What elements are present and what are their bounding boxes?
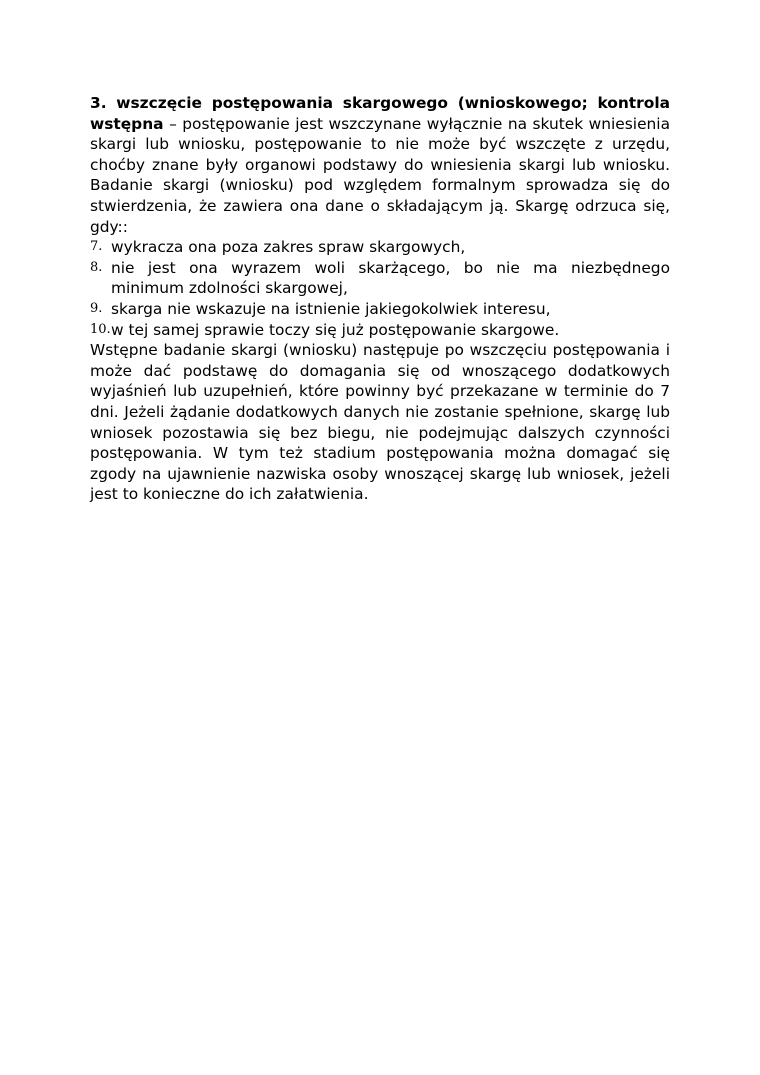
list-item-number: 8. (90, 259, 103, 275)
rejection-reasons-list (90, 237, 670, 340)
list-item-text: skarga nie wskazuje na istnienie jakiegokolwiek interesu, (111, 299, 551, 318)
list-item-number: 9. (90, 300, 103, 316)
list-item-text: w tej samej sprawie toczy się już postępowanie skargowe. (111, 320, 560, 339)
list-item-text: wykracza ona poza zakres spraw skargowych, (111, 238, 466, 257)
list-item (90, 320, 670, 341)
list-item (90, 237, 670, 258)
list-item-number: 7. (90, 239, 103, 255)
list-item-text: nie jest ona wyrazem woli skarżącego, bo nie ma niezbędnego minimum zdolności skargowej, (111, 258, 670, 298)
list-item (90, 258, 670, 299)
section-heading: 3. wszczęcie postępowania skargowego (wnioskowego; kontrola wstępna (90, 94, 670, 133)
list-item-number: 10. (90, 321, 111, 337)
document-page (90, 93, 670, 505)
closing-paragraph: Wstępne badanie skargi (wniosku) następuje po wszczęciu postępowania i może dać podstawę do domagania się od wnoszącego dodatkowych wyjaśnień lub uzupełnień, które powinny być przekazane w terminie do 7 dni. Jeżeli żądanie dodatkowych danych nie zostanie spełnione, skargę lub wniosek pozostawia się bez biegu, nie podejmując dalszych czynności postępowania. W tym też stadium postępowania można domagać się zgody na ujawnienie nazwiska osoby wnoszącej skargę lub wniosek, jeżeli jest to konieczne do ich załatwienia. (90, 341, 670, 504)
intro-paragraph (90, 93, 670, 237)
intro-text: – postępowanie jest wszczynane wyłącznie na skutek wniesienia skargi lub wniosku, postępowanie to nie może być wszczęte z urzędu, choćby znane były organowi podstawy do wniesienia skargi lub wniosku. Badanie skargi (wniosku) pod względem formalnym sprowadza się do stwierdzenia, że zawiera ona dane o składającym ją. Skargę odrzuca się, gdy:: (90, 114, 670, 236)
list-item (90, 299, 670, 320)
